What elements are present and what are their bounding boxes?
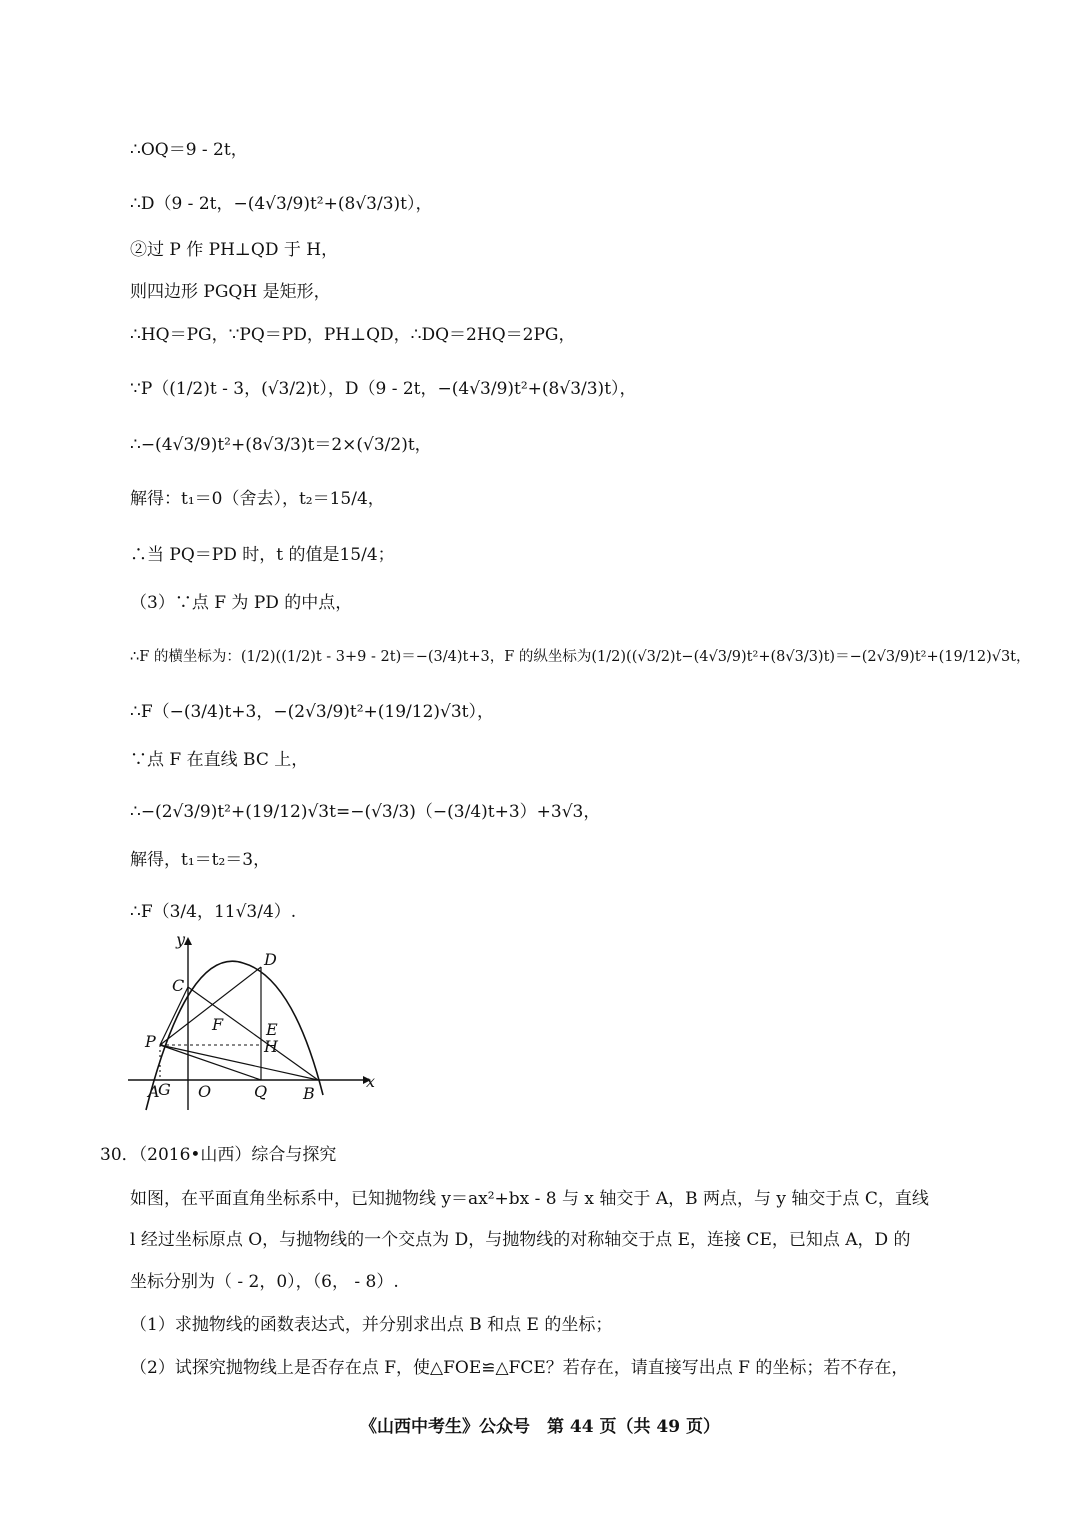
label-O: O bbox=[198, 1082, 212, 1101]
problem-stem: 如图，在平面直角坐标系中，已知抛物线 y＝ax²+bx - 8 与 x 轴交于 A，B 两点，与 y 轴交于点 C，直线 bbox=[130, 1189, 929, 1209]
label-Q: Q bbox=[254, 1082, 268, 1101]
solution-line: ∴OQ＝9 - 2t， bbox=[130, 140, 248, 160]
label-G: G bbox=[158, 1080, 171, 1099]
solution-line: ∴F（3/4，11√3/4）. bbox=[130, 902, 297, 922]
page-footer: 《山西中考生》公众号 第 44 页（共 49 页） bbox=[360, 1417, 720, 1437]
geometry-figure bbox=[118, 925, 378, 1125]
solution-line: ∴当 PQ＝PD 时，t 的值是15/4； bbox=[130, 545, 395, 565]
solution-line: 解得，t₁＝t₂＝3， bbox=[130, 850, 271, 870]
problem-stem: l 经过坐标原点 O，与抛物线的一个交点为 D，与抛物线的对称轴交于点 E，连接 CE，已知点 A，D 的 bbox=[130, 1230, 911, 1250]
line-PQ bbox=[160, 1045, 261, 1080]
solution-line: ∵P（(1/2)t - 3，(√3/2)t），D（9 - 2t，−(4√3/9)t²+(8√3/3)t）， bbox=[130, 379, 637, 399]
solution-line: 则四边形 PGQH 是矩形， bbox=[130, 282, 331, 302]
label-P: P bbox=[145, 1032, 156, 1051]
label-D: D bbox=[264, 950, 277, 969]
solution-line: ∴HQ＝PG，∵PQ＝PD，PH⊥QD，∴DQ＝2HQ＝2PG， bbox=[130, 325, 576, 345]
problem-stem: 坐标分别为（ - 2，0），（6， - 8）. bbox=[130, 1272, 399, 1292]
problem-heading: 30．（2016•山西）综合与探究 bbox=[100, 1145, 337, 1165]
label-x: x bbox=[366, 1072, 376, 1091]
solution-line: ∴F 的横坐标为：(1/2)((1/2)t - 3+9 - 2t)＝−(3/4)t+3，F 的纵坐标为(1/2)((√3/2)t−(4√3/9)t²+(8√3/3)t)＝−(2√3/9)t²+(19/12)√3t， bbox=[130, 649, 1031, 665]
solution-line: ∴−(2√3/9)t²+(19/12)√3t=−(√3/3)（−(3/4)t+3）+3√3， bbox=[130, 802, 601, 822]
label-y: y bbox=[176, 930, 186, 949]
label-F: F bbox=[212, 1015, 224, 1034]
solution-line: ∴F（−(3/4)t+3，−(2√3/9)t²+(19/12)√3t）， bbox=[130, 702, 495, 722]
label-B: B bbox=[303, 1084, 315, 1103]
problem-part-1: （1）求抛物线的函数表达式，并分别求出点 B 和点 E 的坐标； bbox=[130, 1315, 613, 1335]
solution-line: ∴−(4√3/9)t²+(8√3/3)t＝2×(√3/2)t， bbox=[130, 435, 432, 455]
solution-line: ②过 P 作 PH⊥QD 于 H， bbox=[130, 240, 339, 260]
label-A: A bbox=[148, 1082, 160, 1101]
y-axis-arrow bbox=[184, 937, 192, 945]
label-H: H bbox=[264, 1037, 278, 1056]
solution-line: ∵点 F 在直线 BC 上， bbox=[130, 750, 309, 770]
label-E: E bbox=[266, 1020, 278, 1039]
label-C: C bbox=[172, 976, 185, 995]
solution-line: ∴D（9 - 2t，−(4√3/9)t²+(8√3/3)t）， bbox=[130, 194, 433, 214]
problem-part-2: （2）试探究抛物线上是否存在点 F，使△FOE≌△FCE？若存在，请直接写出点 F 的坐标；若不存在， bbox=[130, 1358, 909, 1378]
solution-line: （3）∵点 F 为 PD 的中点， bbox=[130, 593, 353, 613]
solution-line: 解得：t₁＝0（舍去），t₂＝15/4， bbox=[130, 489, 385, 509]
line-PC bbox=[160, 987, 188, 1045]
